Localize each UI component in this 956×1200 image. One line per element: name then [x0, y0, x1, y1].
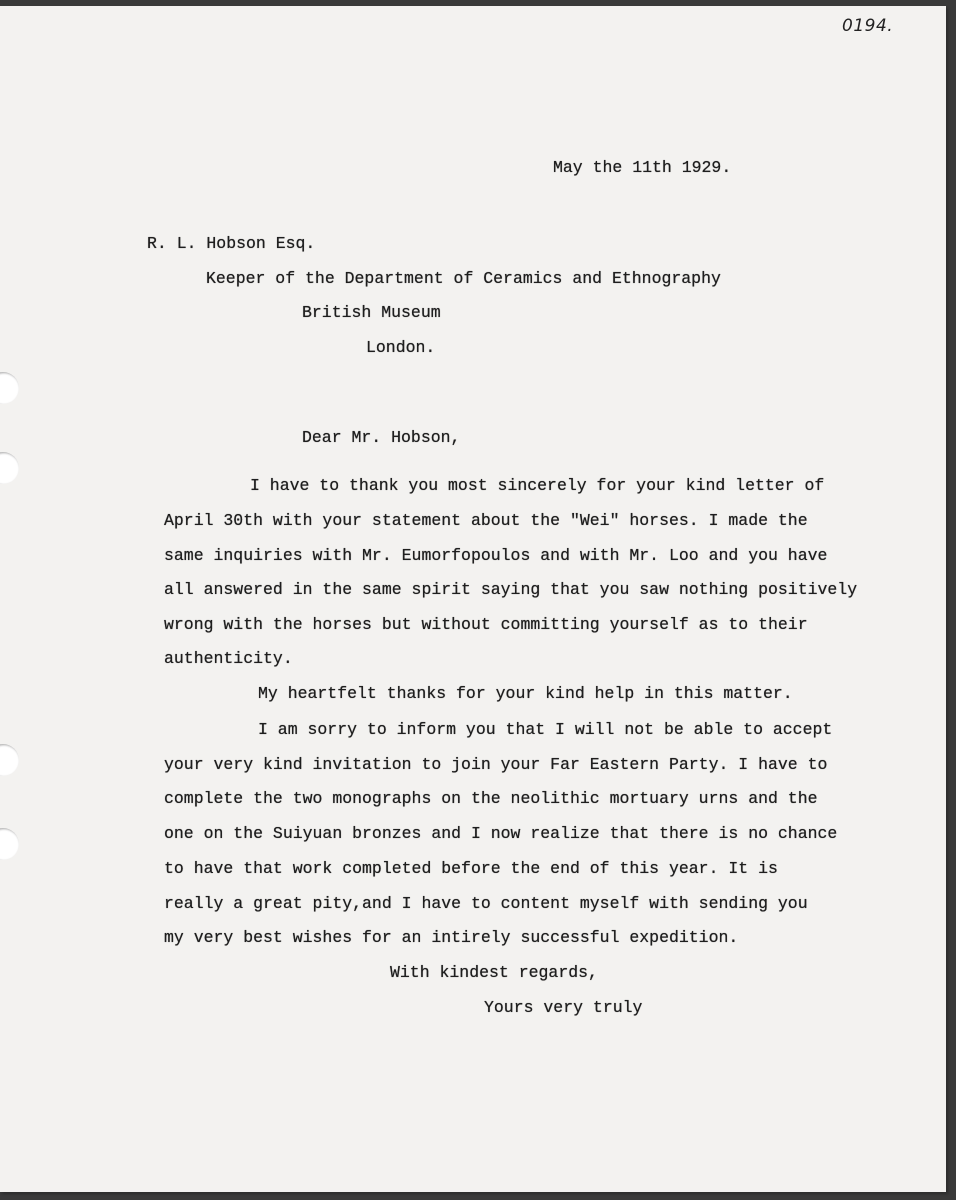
- text-line: April 30th with your statement about the "Wei" horses. I made the: [164, 511, 808, 530]
- closing: With kindest regards,: [390, 963, 598, 982]
- punch-hole: [0, 744, 19, 776]
- salutation: Dear Mr. Hobson,: [302, 428, 461, 447]
- archive-page-number: 0194.: [842, 16, 894, 36]
- letter-page: [0, 6, 946, 1192]
- punch-hole: [0, 452, 19, 484]
- text-line: I have to thank you most sincerely for your kind letter of: [250, 476, 825, 495]
- letter-date: May the 11th 1929.: [553, 158, 732, 177]
- punch-hole: [0, 828, 19, 860]
- signoff: Yours very truly: [484, 998, 643, 1017]
- punch-hole: [0, 372, 19, 404]
- text-line: complete the two monographs on the neolithic mortuary urns and the: [164, 789, 818, 808]
- recipient-institution: British Museum: [302, 303, 441, 322]
- text-line: My heartfelt thanks for your kind help in this matter.: [258, 684, 793, 703]
- text-line: your very kind invitation to join your Far Eastern Party. I have to: [164, 755, 828, 774]
- text-line: to have that work completed before the end of this year. It is: [164, 859, 778, 878]
- text-line: my very best wishes for an intirely successful expedition.: [164, 928, 739, 947]
- text-line: one on the Suiyuan bronzes and I now realize that there is no chance: [164, 824, 838, 843]
- text-line: authenticity.: [164, 649, 293, 668]
- recipient-city: London.: [366, 338, 436, 357]
- text-line: wrong with the horses but without committing yourself as to their: [164, 615, 808, 634]
- text-line: really a great pity,and I have to content myself with sending you: [164, 894, 808, 913]
- text-line: all answered in the same spirit saying that you saw nothing positively: [164, 580, 858, 599]
- recipient-title: Keeper of the Department of Ceramics and Ethnography: [206, 269, 721, 288]
- text-line: same inquiries with Mr. Eumorfopoulos and with Mr. Loo and you have: [164, 546, 828, 565]
- text-line: I am sorry to inform you that I will not be able to accept: [258, 720, 833, 739]
- recipient-name: R. L. Hobson Esq.: [147, 234, 316, 253]
